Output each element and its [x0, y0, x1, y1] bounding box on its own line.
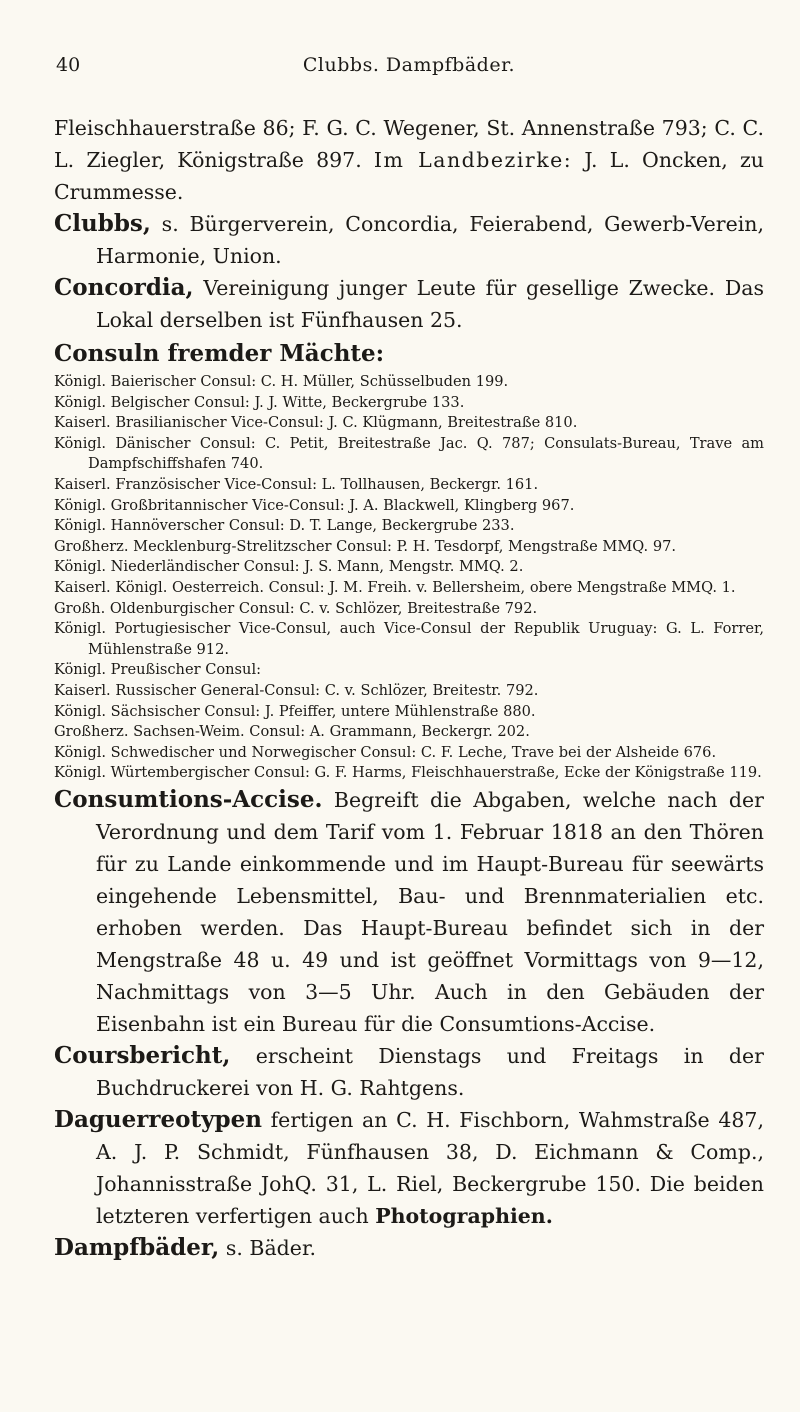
entry-concordia — [54, 272, 764, 336]
entry-dampfbaeder — [54, 1232, 764, 1264]
consul-item: Königl. Großbritannischer Vice-Consul: J. A. Blackwell, Klingberg 967. — [54, 496, 575, 514]
consul-item: Königl. Belgischer Consul: J. J. Witte, Beckergrube 133. — [54, 393, 465, 411]
entry-text: fertigen an C. H. Fischborn, Wahmstraße 487, A. J. P. Schmidt, Fünfhausen 38, D. Eichmann & Comp., Johannisstraße JohQ. 31, L. Riel, Beckergrube 150. Die beiden letzteren verfertigen auch — [96, 1107, 764, 1228]
page-number: 40 — [56, 54, 81, 76]
consul-item: Kaiserl. Französischer Vice-Consul: L. Tollhausen, Beckergr. 161. — [54, 475, 539, 493]
consul-item: Königl. Portugiesischer Vice-Consul, auch Vice-Consul der Republik Uruguay: G. L. Forrer, Mühlenstraße 912. — [54, 620, 764, 658]
consul-item: Großherz. Mecklenburg-Strelitzscher Consul: P. H. Tesdorpf, Mengstraße MMQ. 97. — [54, 537, 677, 555]
entry-text: erscheint Dienstags und Freitags in der Buchdruckerei von H. G. Rahtgens. — [96, 1043, 764, 1100]
entry-text: Begreift die Abgaben, welche nach der Verordnung und dem Tarif vom 1. Februar 1818 an den Thören für zu Lande einkommende und im Haupt-Bureau für seewärts eingehende Lebensmittel, Bau- und Brennmaterialien etc. erhoben werden. Das Haupt-Bureau befindet sich in der Mengstraße 48 u. 49 und ist geöffnet Vormittags von 9—12, Nachmittags von 3—5 Uhr. Auch in den Gebäuden der Eisenbahn ist ein Bureau für die Consumtions-Accise. — [96, 787, 764, 1036]
running-title: Clubbs. Dampfbäder. — [302, 54, 516, 76]
consul-item: Königl. Hannöverscher Consul: D. T. Lange, Beckergrube 233. — [54, 517, 515, 535]
entry-text: s. Bäder. — [225, 1235, 317, 1260]
consul-item: Großh. Oldenburgischer Consul: C. v. Schlözer, Breitestraße 792. — [54, 599, 538, 617]
landbezirk-label: Im Landbezirke: — [373, 148, 573, 172]
entry-continuation — [54, 112, 764, 208]
entry-headword: Daguerreotypen — [54, 1105, 262, 1133]
page-content — [54, 112, 764, 1264]
entry-headword: Concordia, — [54, 274, 194, 301]
entry-emphasis: Photographien. — [375, 1203, 553, 1228]
entry-clubbs — [54, 208, 764, 272]
entry-headword: Clubbs, — [54, 210, 151, 237]
consul-item: Königl. Sächsischer Consul: J. Pfeiffer, untere Mühlenstraße 880. — [54, 702, 536, 720]
running-head — [54, 44, 764, 84]
consul-item: Königl. Niederländischer Consul: J. S. Mann, Mengstr. MMQ. 2. — [54, 558, 524, 576]
entry-coursbericht — [54, 1040, 764, 1104]
entry-text: Vereinigung junger Leute für gesellige Zwecke. Das Lokal derselben ist Fünfhausen 25. — [96, 276, 764, 332]
consul-item: Kaiserl. Königl. Oesterreich. Consul: J. M. Freih. v. Bellersheim, obere Mengstraße MMQ. 1. — [54, 578, 736, 596]
consul-list — [54, 372, 764, 784]
continuation-text: Fleischhauerstraße 86; F. G. C. Wegener, St. Annenstraße 793; C. C. L. Ziegler, Königstraße 897. — [54, 116, 764, 172]
entry-headword: Consumtions-Accise. — [54, 785, 323, 813]
consul-item: Königl. Schwedischer und Norwegischer Consul: C. F. Leche, Trave bei der Alsheide 676. — [54, 743, 717, 761]
consul-item: Königl. Baierischer Consul: C. H. Müller, Schüsselbuden 199. — [54, 373, 509, 390]
consul-item: Königl. Würtembergischer Consul: G. F. Harms, Fleischhauerstraße, Ecke der Königstraße 119. — [54, 764, 762, 782]
entry-text: s. Bürgerverein, Concordia, Feierabend, Gewerb-Verein, Harmonie, Union. — [96, 212, 764, 268]
consul-item: Königl. Dänischer Consul: C. Petit, Breitestraße Jac. Q. 787; Consulats-Bureau, Trave am Dampfschiffshafen 740. — [54, 434, 764, 473]
entry-headword: Coursbericht, — [54, 1041, 231, 1069]
consul-item: Großherz. Sachsen-Weim. Consul: A. Grammann, Beckergr. 202. — [54, 723, 530, 741]
entry-daguerreotypen — [54, 1104, 764, 1232]
entry-headword: Dampfbäder, — [54, 1233, 220, 1261]
landbezirk-text: J. L. Oncken, zu Crummesse. — [54, 148, 764, 204]
consuln-heading: Consuln fremder Mächte: — [54, 340, 385, 367]
consul-item: Königl. Preußischer Consul: — [54, 661, 262, 679]
entry-consumtions-accise — [54, 784, 764, 1040]
consul-item: Kaiserl. Brasilianischer Vice-Consul: J. C. Klügmann, Breitestraße 810. — [54, 414, 578, 432]
consul-item: Kaiserl. Russischer General-Consul: C. v. Schlözer, Breitestr. 792. — [54, 681, 539, 699]
